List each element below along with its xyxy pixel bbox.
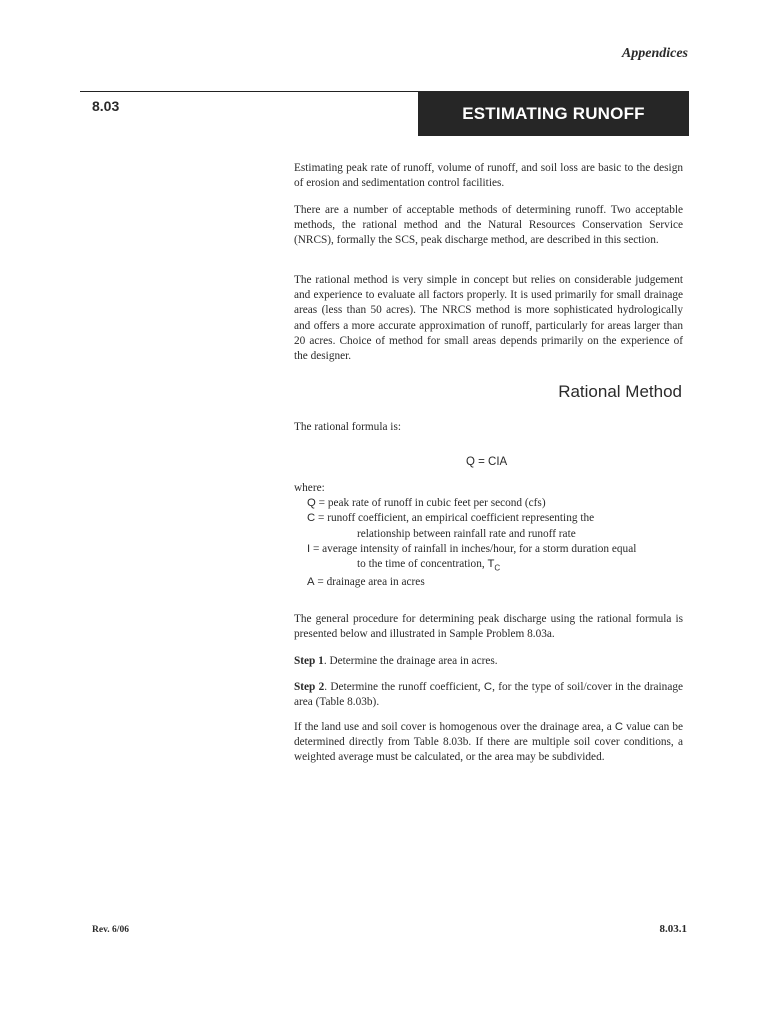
page-header-title: Appendices <box>621 46 688 61</box>
definition-a: A = drainage area in acres <box>307 576 425 589</box>
rational-method-heading: Rational Method <box>558 382 682 401</box>
definition-q: Q = peak rate of runoff in cubic feet per second (cfs) <box>307 497 546 510</box>
intro-paragraph-3: The rational method is very simple in concept but relies on considerable judgement and experience to evaluate all factors properly. It is used primarily for small drainage areas (less than 50 acres). The NRCS method is more sophisticated hydrologically and offers a more accurate approximation of runoff, particularly for areas larger than 20 acres. Choice of method for small areas depends primarily on the experience of the designer. <box>294 274 683 363</box>
step-2-label: Step 2 <box>294 681 325 693</box>
section-title: ESTIMATING RUNOFF <box>462 103 645 123</box>
intro-paragraph-2: There are a number of acceptable methods of determining runoff. Two acceptable methods, the rational method and the Natural Resources Conservation Service (NRCS), formally the SCS, peak discharge method, are described in this section. <box>294 204 683 247</box>
definition-i: I = average intensity of rainfall in inches/hour, for a storm duration equal <box>307 542 637 555</box>
section-number: 8.03 <box>92 98 120 114</box>
step-1: Step 1. Determine the drainage area in acres. <box>294 655 498 667</box>
where-label: where: <box>294 482 325 494</box>
page-number: 8.03.1 <box>659 923 687 935</box>
procedure-paragraph: The general procedure for determining peak discharge using the rational formula is presented below and illustrated in Sample Problem 8.03a. <box>294 613 683 641</box>
definition-c: C = runoff coefficient, an empirical coefficient representing the <box>307 512 595 525</box>
rational-formula: Q = CIA <box>466 456 508 468</box>
section-title-banner <box>418 91 689 136</box>
formula-definitions <box>294 481 683 591</box>
step-1-label: Step 1 <box>294 655 324 667</box>
step-2: Step 2. Determine the runoff coefficient, C, for the type of soil/cover in the drainage area (Table 8.03b). <box>294 681 683 709</box>
revision-date: Rev. 6/06 <box>92 925 129 935</box>
definition-c-continued: relationship between rainfall rate and runoff rate <box>357 527 576 540</box>
definition-i-continued: to the time of concentration, $T_C$ <box>357 558 501 573</box>
formula-intro: The rational formula is: <box>294 421 401 433</box>
homogenous-cover-paragraph: If the land use and soil cover is homogenous over the drainage area, a C value can be determined directly from Table 8.03b. If there are multiple soil cover conditions, a weighted average must be calculated, or the area may be subdivided. <box>294 721 683 764</box>
intro-paragraph-1: Estimating peak rate of runoff, volume of runoff, and soil loss are basic to the design of erosion and sedimentation control facilities. <box>294 162 683 190</box>
